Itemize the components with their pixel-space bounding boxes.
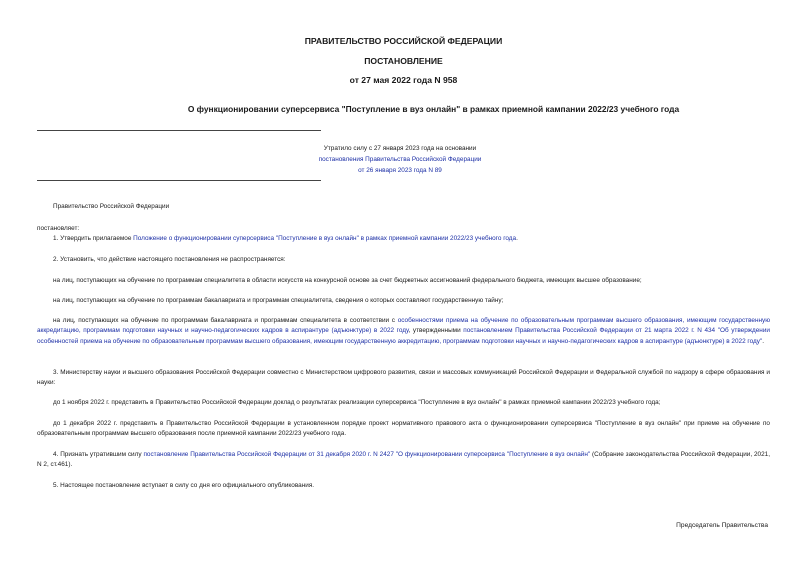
paragraph-2c-text: на лиц, поступающих на обучение по программам бакалавриата и программам специалитета в соответствии с [53, 317, 398, 324]
decree-434-link[interactable]: постановлением Правительства Российской Федерации от 21 марта 2022 г. N 434 "Об утверждении особенностей приема на обучение по образовательным программам высшего образования, имеющим государственную аккредитацию, программам подготовки научных и научно-педагогических кадров в аспирантуре (адъюнктуре) в 2022 году" [37, 327, 770, 345]
paragraph-1 [37, 234, 770, 244]
regulation-link[interactable]: Положение о функционировании суперсервиса "Поступление в вуз онлайн" в рамках приемной кампании 2022/23 учебного года [133, 235, 517, 242]
paragraph-2a: на лиц, поступающих на обучение по программам специалитета в области искусств на конкурсной основе за счет бюджетных ассигнований федерального бюджета, имеющих высшее образование; [53, 277, 642, 284]
paragraph-3b: до 1 декабря 2022 г. представить в Правительство Российской Федерации в установленном порядке проект нормативного правового акта о функционировании суперсервиса "Поступление в вуз онлайн" при приеме на обучение по образовательным программам высшего образования после приемной кампании 2022/23 учебного года. [37, 420, 770, 438]
paragraph-1-end: . [516, 235, 518, 242]
status-note [250, 143, 550, 176]
paragraph-4-end: (Собрание законодательства Российской Федерации, 2021, N 2, ст.461). [37, 451, 770, 469]
paragraph-2c-mid: , утвержденными [408, 327, 464, 335]
decree-word: постановляет: [37, 225, 80, 232]
paragraph-4-text: 4. Признать утратившим силу [53, 451, 144, 458]
date-number-heading: от 27 мая 2022 года N 958 [349, 75, 458, 85]
paragraph-1-text: 1. Утвердить прилагаемое [53, 235, 134, 242]
document-title: О функционировании суперсервиса "Поступление в вуз онлайн" в рамках приемной кампании 2022/23 учебного года [187, 104, 680, 114]
paragraph-2b: на лиц, поступающих на обучение по программам бакалавриата и программам специалитета, сведения о которых составляют государственную тайну; [53, 297, 504, 304]
paragraph-2: 2. Установить, что действие настоящего постановления не распространяется: [53, 256, 286, 263]
bottom-divider [37, 180, 321, 181]
document-type-heading: ПОСТАНОВЛЕНИЕ [364, 56, 443, 66]
intro-paragraph: Правительство Российской Федерации [53, 203, 170, 210]
top-divider [37, 130, 321, 131]
decree-2427-link[interactable]: постановление Правительства Российской Федерации от 31 декабря 2020 г. N 2427 "О функционировании суперсервиса "Поступление в вуз онлайн" [143, 451, 591, 458]
status-note-text: Утратило силу с 27 января 2023 года на основании [323, 145, 477, 152]
repeal-decree-date-link[interactable]: от 26 января 2023 года N 89 [358, 167, 442, 174]
repeal-decree-link[interactable]: постановления Правительства Российской Федерации [318, 156, 482, 163]
paragraph-4 [37, 450, 770, 471]
paragraph-3: 3. Министерству науки и высшего образования Российской Федерации совместно с Министерством цифрового развития, связи и массовых коммуникаций Российской Федерации и Федеральной службой по надзору в сфере образования и науки: [37, 369, 770, 387]
paragraph-5: 5. Настоящее постановление вступает в силу со дня его официального опубликования. [53, 482, 315, 489]
paragraph-2c-end: . [762, 337, 764, 345]
government-heading: ПРАВИТЕЛЬСТВО РОССИЙСКОЙ ФЕДЕРАЦИИ [304, 36, 503, 46]
admission-features-link[interactable]: особенностями приема на обучение по образовательным программам высшего образования, имеющим государственную аккредитацию, программам подготовки научных и научно-педагогических кадров в аспирантуре (адъюнктуре) в 2022 году [37, 317, 770, 335]
signature-title: Председатель Правительства [676, 522, 768, 529]
paragraph-2c [37, 316, 770, 347]
paragraph-3a: до 1 ноября 2022 г. представить в Правительство Российской Федерации доклад о результатах реализации суперсервиса "Поступление в вуз онлайн" в рамках приемной кампании 2022/23 учебного года; [53, 399, 661, 406]
